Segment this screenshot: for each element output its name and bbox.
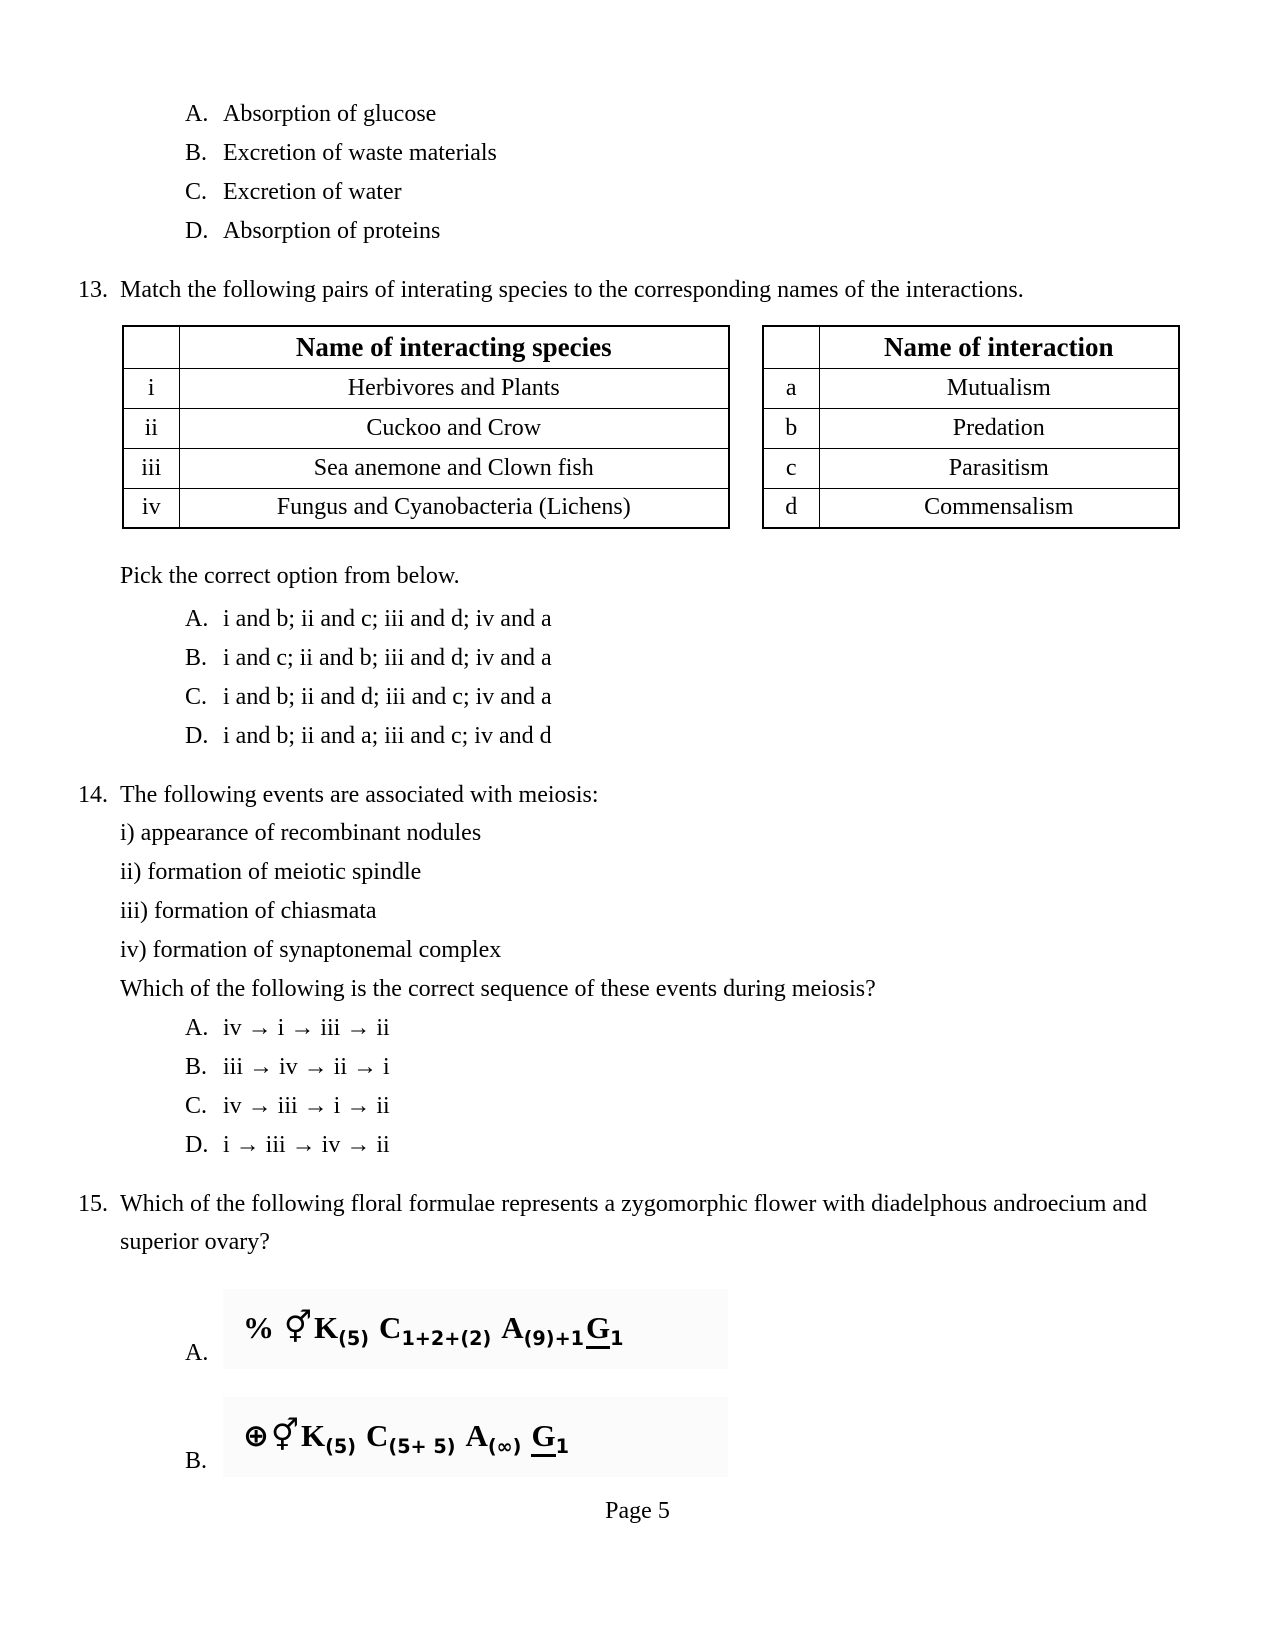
bisexual-icon: ⚥ bbox=[284, 1310, 312, 1346]
interaction-table bbox=[762, 325, 1180, 529]
option-text: i and b; ii and d; iii and c; iv and a bbox=[223, 684, 552, 710]
floral-formula-b bbox=[223, 1397, 728, 1477]
pick-option-text: Pick the correct option from below. bbox=[120, 563, 460, 589]
species-key-cell: ii bbox=[123, 408, 179, 448]
interaction-table-header: Name of interaction bbox=[819, 326, 1179, 368]
actinomorphic-icon: ⊕ bbox=[243, 1418, 269, 1455]
question-subtext: Which of the following is the correct sequence of these events during meiosis? bbox=[120, 976, 876, 1002]
species-value-cell: Herbivores and Plants bbox=[179, 368, 729, 408]
gynoecium-token: $G_1$ bbox=[586, 1310, 624, 1351]
option-text: iii → iv → ii → i bbox=[223, 1054, 390, 1080]
table-header-row bbox=[123, 326, 729, 368]
option-label: D. bbox=[185, 723, 209, 749]
option-label: A. bbox=[185, 606, 209, 632]
page-footer: Page 5 bbox=[605, 1498, 670, 1524]
table-row bbox=[763, 368, 1179, 408]
question-13-heading bbox=[78, 271, 1187, 309]
bisexual-icon: ⚥ bbox=[270, 1418, 299, 1455]
interaction-value-cell: Predation bbox=[819, 408, 1179, 448]
q15-option-b bbox=[185, 1397, 1187, 1477]
event-item: i) appearance of recombinant nodules bbox=[120, 820, 482, 846]
option-label: B. bbox=[185, 1448, 208, 1475]
table-row bbox=[763, 408, 1179, 448]
table-row bbox=[123, 408, 729, 448]
question-text: Which of the following floral formulae represents a zygomorphic flower with diadelphous androecium and superior ovary? bbox=[120, 1191, 1148, 1255]
option-text: iv → iii → i → ii bbox=[223, 1093, 390, 1119]
event-item: iv) formation of synaptonemal complex bbox=[120, 937, 502, 963]
option-row bbox=[185, 173, 1187, 212]
option-text: iv → i → iii → ii bbox=[223, 1015, 390, 1041]
species-header-empty-cell bbox=[123, 326, 179, 368]
option-label: A. bbox=[185, 101, 209, 127]
option-label: D. bbox=[185, 218, 209, 244]
option-row bbox=[185, 600, 1187, 639]
option-row bbox=[185, 95, 1187, 134]
interaction-value-cell: Parasitism bbox=[819, 448, 1179, 488]
option-row bbox=[185, 639, 1187, 678]
interaction-key-cell: a bbox=[763, 368, 819, 408]
match-tables bbox=[122, 325, 1187, 529]
q14-options bbox=[78, 1009, 1187, 1165]
question-13 bbox=[78, 271, 1187, 756]
calyx-token: $K_{(5)}$ bbox=[314, 1310, 370, 1351]
question-number: 13. bbox=[78, 277, 108, 303]
species-value-cell: Fungus and Cyanobacteria (Lichens) bbox=[179, 488, 729, 528]
option-text: i and b; ii and a; iii and c; iv and d bbox=[223, 723, 552, 749]
option-label: D. bbox=[185, 1132, 209, 1158]
option-text: Absorption of glucose bbox=[223, 101, 437, 127]
interaction-header-empty-cell bbox=[763, 326, 819, 368]
q13-options bbox=[78, 600, 1187, 756]
androecium-token: $A_{(9)+1}$ bbox=[501, 1310, 585, 1351]
option-label: A. bbox=[185, 1015, 209, 1041]
interaction-value-cell: Commensalism bbox=[819, 488, 1179, 528]
interaction-key-cell: c bbox=[763, 448, 819, 488]
question-text: The following events are associated with meiosis: bbox=[120, 782, 599, 808]
question-15-heading bbox=[78, 1185, 1187, 1261]
option-row bbox=[185, 678, 1187, 717]
option-label: C. bbox=[185, 684, 208, 710]
option-row bbox=[185, 134, 1187, 173]
table-header-row bbox=[763, 326, 1179, 368]
option-text: i and c; ii and b; iii and d; iv and a bbox=[223, 645, 552, 671]
option-row bbox=[185, 1126, 1187, 1165]
calyx-token: $K_{(5)}$ bbox=[300, 1418, 357, 1459]
question-15 bbox=[78, 1185, 1187, 1477]
q15-option-a bbox=[185, 1289, 1187, 1369]
option-text: i and b; ii and c; iii and d; iv and a bbox=[223, 606, 552, 632]
question-14-heading bbox=[78, 776, 1187, 814]
option-row bbox=[185, 717, 1187, 756]
option-row bbox=[185, 212, 1187, 251]
event-item: ii) formation of meiotic spindle bbox=[120, 859, 422, 885]
table-row bbox=[763, 448, 1179, 488]
species-key-cell: iv bbox=[123, 488, 179, 528]
option-label: B. bbox=[185, 645, 208, 671]
option-label: C. bbox=[185, 1093, 208, 1119]
option-label: B. bbox=[185, 140, 208, 166]
table-row bbox=[763, 488, 1179, 528]
question-number: 14. bbox=[78, 782, 108, 808]
interaction-value-cell: Mutualism bbox=[819, 368, 1179, 408]
interaction-key-cell: d bbox=[763, 488, 819, 528]
option-label: B. bbox=[185, 1054, 208, 1080]
option-text: Absorption of proteins bbox=[223, 218, 441, 244]
option-label: A. bbox=[185, 1340, 209, 1367]
option-label: C. bbox=[185, 179, 208, 205]
q12-options bbox=[78, 95, 1187, 251]
species-value-cell: Cuckoo and Crow bbox=[179, 408, 729, 448]
species-key-cell: i bbox=[123, 368, 179, 408]
zygomorphic-symbol: % bbox=[243, 1310, 274, 1345]
species-key-cell: iii bbox=[123, 448, 179, 488]
option-text: Excretion of waste materials bbox=[223, 140, 497, 166]
question-text: Match the following pairs of interating species to the corresponding names of the interactions. bbox=[120, 277, 1024, 303]
androecium-token: $A_{(\infty)}$ bbox=[465, 1418, 522, 1459]
corolla-token: $C_{(5+ 5)}$ bbox=[366, 1418, 456, 1459]
gynoecium-token: $G_1$ bbox=[531, 1418, 569, 1459]
species-value-cell: Sea anemone and Clown fish bbox=[179, 448, 729, 488]
question-14 bbox=[78, 776, 1187, 1165]
question-number: 15. bbox=[78, 1191, 108, 1217]
option-row bbox=[185, 1087, 1187, 1126]
option-text: i → iii → iv → ii bbox=[223, 1132, 390, 1158]
interaction-key-cell: b bbox=[763, 408, 819, 448]
table-row bbox=[123, 368, 729, 408]
event-item: iii) formation of chiasmata bbox=[120, 898, 377, 924]
table-row bbox=[123, 488, 729, 528]
floral-formula-a bbox=[223, 1289, 728, 1369]
species-table bbox=[122, 325, 730, 529]
option-text: Excretion of water bbox=[223, 179, 402, 205]
option-row bbox=[185, 1009, 1187, 1048]
corolla-token: $C_{1+2+(2)}$ bbox=[379, 1310, 492, 1351]
species-table-header: Name of interacting species bbox=[179, 326, 729, 368]
table-row bbox=[123, 448, 729, 488]
option-row bbox=[185, 1048, 1187, 1087]
